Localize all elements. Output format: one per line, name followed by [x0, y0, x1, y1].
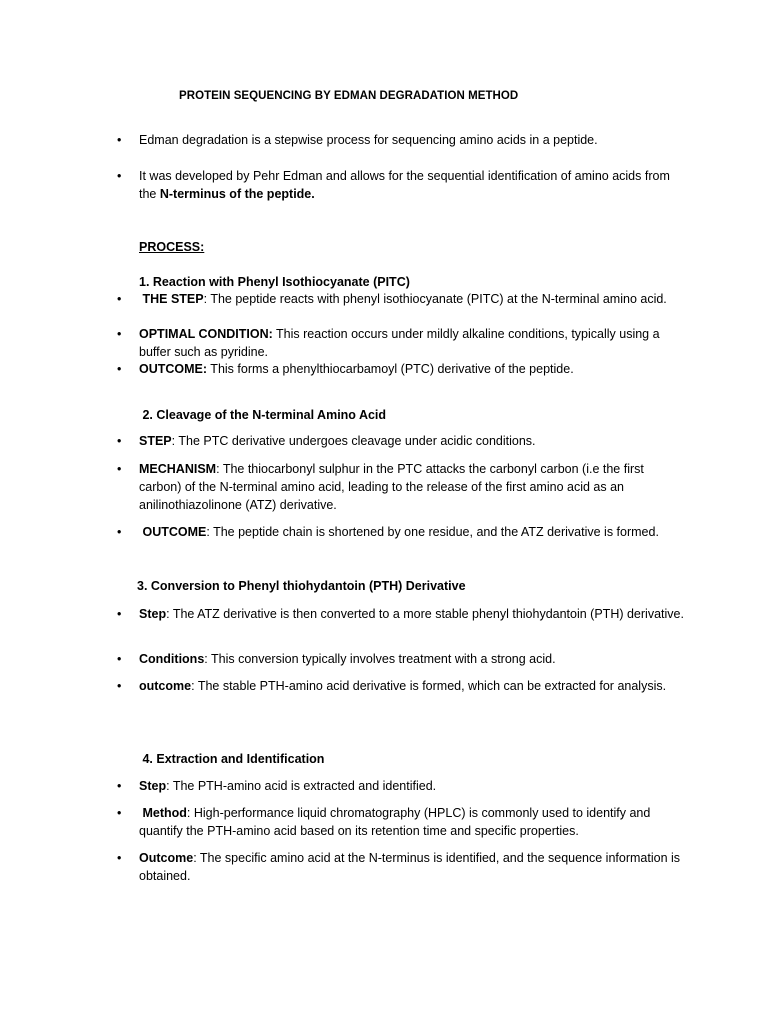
section-1-item-2 — [139, 325, 684, 361]
section-1-heading: 1. Reaction with Phenyl Isothiocyanate (PITC) — [139, 275, 410, 289]
section-4-heading: 4. Extraction and Identification — [139, 752, 325, 766]
section-1-item-2-label: OPTIMAL CONDITION: — [139, 327, 273, 341]
section-3-item-3 — [139, 677, 684, 695]
section-3-heading: 3. Conversion to Phenyl thiohydantoin (PTH) Derivative — [137, 579, 466, 593]
section-3-item-2 — [139, 650, 684, 668]
section-2-item-1 — [139, 432, 684, 450]
section-2-item-1-text: : The PTC derivative undergoes cleavage under acidic conditions. — [171, 434, 536, 448]
section-1-item-3 — [139, 360, 684, 378]
section-4-item-2-label: Method — [139, 806, 187, 820]
section-3-item-1-text: : The ATZ derivative is then converted to a more stable phenyl thiohydantoin (PTH) derivative. — [166, 607, 684, 621]
section-4-item-3 — [139, 849, 684, 885]
section-1-item-1-text: : The peptide reacts with phenyl isothiocyanate (PITC) at the N-terminal amino acid. — [203, 292, 667, 306]
section-3-item-1 — [139, 605, 684, 623]
section-3-item-1-label: Step — [139, 607, 167, 621]
section-2-heading: 2. Cleavage of the N-terminal Amino Acid — [139, 408, 387, 422]
section-4-item-2 — [139, 804, 684, 840]
section-2-item-2-text: : The thiocarbonyl sulphur in the PTC attacks the carbonyl carbon (i.e the first carbon) of the N-terminal amino acid, leading to the release of the first amino acid as an anilinothiazolinone (ATZ) derivative. — [139, 462, 644, 512]
section-3-item-2-label: Conditions — [139, 652, 205, 666]
section-4-item-3-text: : The specific amino acid at the N-terminus is identified, and the sequence information is obtained. — [139, 851, 681, 883]
document-title: PROTEIN SEQUENCING BY EDMAN DEGRADATION METHOD — [179, 90, 519, 102]
section-2-item-2 — [139, 460, 684, 514]
section-2-item-3 — [139, 523, 684, 541]
section-4-item-1 — [139, 777, 684, 795]
intro-bullet-2 — [139, 167, 684, 203]
section-3-item-3-label: outcome — [139, 679, 192, 693]
intro-bullet-2-text: It was developed by Pehr Edman and allows for the sequential identification of amino acids from the — [139, 169, 670, 201]
section-2-item-1-label: STEP — [139, 434, 172, 448]
section-4-item-3-label: Outcome — [139, 851, 194, 865]
section-4-item-1-label: Step — [139, 779, 167, 793]
process-label: PROCESS: — [139, 240, 205, 254]
section-4-item-2-text: : High-performance liquid chromatography (HPLC) is commonly used to identify and quantify the PTH-amino acid based on its retention time and specific properties. — [139, 806, 651, 838]
section-1-item-2-text: This reaction occurs under mildly alkaline conditions, typically using a buffer such as pyridine. — [139, 327, 660, 359]
intro-bullet-1 — [139, 131, 684, 149]
section-1-item-1 — [139, 290, 684, 308]
intro-bullet-2-bold: N-terminus of the peptide. — [159, 187, 315, 201]
section-3-item-2-text: : This conversion typically involves treatment with a strong acid. — [204, 652, 556, 666]
section-2-item-2-label: MECHANISM — [139, 462, 217, 476]
section-1-item-1-label: THE STEP — [139, 292, 204, 306]
intro-bullet-1-text: Edman degradation is a stepwise process for sequencing amino acids in a peptide. — [139, 133, 598, 147]
section-1-item-3-text: This forms a phenylthiocarbamoyl (PTC) derivative of the peptide. — [207, 362, 574, 376]
section-2-item-3-label: OUTCOME — [139, 525, 207, 539]
section-4-item-1-text: : The PTH-amino acid is extracted and identified. — [166, 779, 437, 793]
section-3-item-3-text: : The stable PTH-amino acid derivative is formed, which can be extracted for analysis. — [191, 679, 667, 693]
section-2-item-3-text: : The peptide chain is shortened by one residue, and the ATZ derivative is formed. — [206, 525, 659, 539]
section-1-item-3-label: OUTCOME: — [139, 362, 208, 376]
